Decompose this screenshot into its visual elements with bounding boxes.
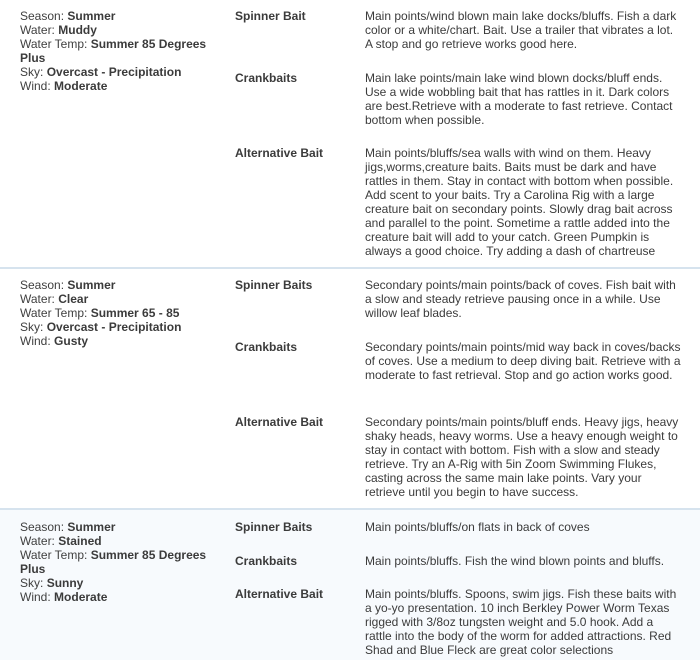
water-value: Muddy xyxy=(58,23,97,37)
water-value: Stained xyxy=(58,534,102,548)
conditions-summary xyxy=(20,520,220,604)
bait-description: Secondary points/main points/bluff ends. Heavy jigs, heavy shaky heads, heavy worms. Use a heavy enough weight to stay in contact with bottom. Fish with a slow and steady retrieve. Try an A-Rig with 5in Zoom Swimming Flukes, casting across the same main lake points. Vary your retrieve until you begin to have success. xyxy=(365,415,679,499)
conditions-block xyxy=(0,0,700,268)
bait-name: Alternative Bait xyxy=(235,146,324,160)
water-temp-value: Summer 65 - 85 xyxy=(90,306,180,320)
wind-label: Wind: xyxy=(20,79,51,93)
sky-label: Sky: xyxy=(20,576,44,590)
bait-description: Main points/bluffs/sea walls with wind on them. Heavy jigs,worms,creature baits. Baits must be dark and have rattles in them. Stay in contact with bottom when possible. Add scent to your baits. Try a Carolina Rig with a large creature bait on secondary points. Slowly drag bait across and parallel to the point. Sometime a rattle added into the creature bait will add to your catch. Green Pumpkin is always a good choice. Try adding a dash of chartreuse xyxy=(365,146,674,258)
conditions-block xyxy=(0,268,700,509)
sky-label: Sky: xyxy=(20,320,44,334)
season-label: Season: xyxy=(20,278,65,292)
bait-description: Main lake points/main lake wind blown docks/bluff ends. Use a wide wobbling bait that has rattles in it. Dark colors are best.Retrieve with a moderate to fast retrieve. Contact bottom when possible. xyxy=(365,71,673,127)
season-label: Season: xyxy=(20,520,65,534)
water-label: Water: xyxy=(20,23,55,37)
bait-description: Main points/wind blown main lake docks/bluffs. Fish a dark color or a white/chart. Bait. Use a trailer that vibrates a lot. A stop and go retrieve works good here. xyxy=(365,9,677,51)
season-value: Summer xyxy=(67,9,116,23)
bait-description: Secondary points/main points/mid way back in coves/backs of coves. Use a medium to deep diving bait. Retrieve with a moderate to fast retrieval. Stop and go action works good. xyxy=(365,340,681,382)
bait-description: Main points/bluffs. Fish the wind blown points and bluffs. xyxy=(365,554,665,568)
water-temp-label: Water Temp: xyxy=(20,306,88,320)
bait-name: Crankbaits xyxy=(235,340,298,354)
bait-description: Main points/bluffs. Spoons, swim jigs. Fish these baits with a yo-yo presentation. 10 inch Berkley Power Worm Texas rigged with 3/8oz tungsten weight and 5.0 hook. Add a rattle into the body of the worm for added attractions. Red Shad and Blue Fleck are great color selections xyxy=(365,587,677,657)
wind-value: Moderate xyxy=(54,590,108,604)
bait-description: Secondary points/main points/back of coves. Fish bait with a slow and steady retrieve pausing once in a while. Use willow leaf blades. xyxy=(365,278,676,320)
bait-name: Crankbaits xyxy=(235,554,298,568)
season-label: Season: xyxy=(20,9,65,23)
bait-description: Main points/bluffs/on flats in back of coves xyxy=(365,520,590,534)
water-value: Clear xyxy=(58,292,89,306)
bait-name: Alternative Bait xyxy=(235,415,324,429)
bait-name: Spinner Bait xyxy=(235,9,306,23)
sky-label: Sky: xyxy=(20,65,44,79)
wind-label: Wind: xyxy=(20,590,51,604)
wind-value: Moderate xyxy=(54,79,108,93)
season-value: Summer xyxy=(67,278,116,292)
season-value: Summer xyxy=(67,520,116,534)
conditions-block xyxy=(0,509,700,660)
water-label: Water: xyxy=(20,534,55,548)
water-label: Water: xyxy=(20,292,55,306)
water-temp-value: Summer 85 Degrees Plus xyxy=(20,37,207,65)
conditions-summary xyxy=(20,278,220,348)
bait-name: Spinner Baits xyxy=(235,520,313,534)
bait-name: Spinner Baits xyxy=(235,278,313,292)
wind-value: Gusty xyxy=(54,334,89,348)
conditions-summary xyxy=(20,9,220,93)
sky-value: Sunny xyxy=(46,576,84,590)
water-temp-label: Water Temp: xyxy=(20,37,88,51)
sky-value: Overcast - Precipitation xyxy=(46,320,182,334)
wind-label: Wind: xyxy=(20,334,51,348)
bait-name: Alternative Bait xyxy=(235,587,324,601)
water-temp-label: Water Temp: xyxy=(20,548,88,562)
water-temp-value: Summer 85 Degrees Plus xyxy=(20,548,207,576)
sky-value: Overcast - Precipitation xyxy=(46,65,182,79)
bait-name: Crankbaits xyxy=(235,71,298,85)
